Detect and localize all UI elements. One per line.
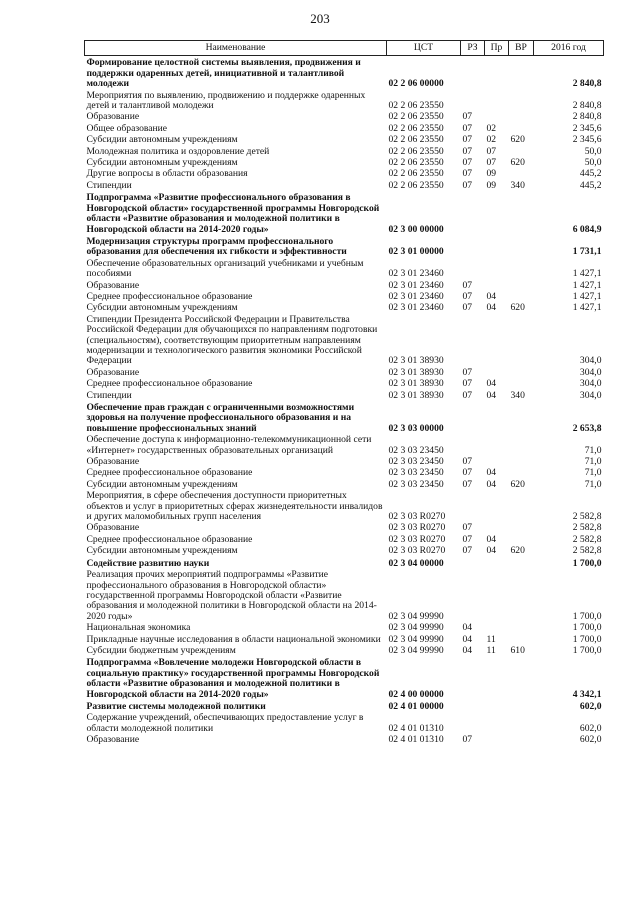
cell-cst: 02 2 06 00000 bbox=[388, 78, 444, 90]
cell-cst: 02 3 01 23460 bbox=[388, 279, 444, 291]
cell-vr bbox=[509, 90, 534, 112]
cell-name: Субсидии автономным учреждениям bbox=[86, 545, 238, 557]
cell-amount: 304,0 bbox=[579, 378, 602, 390]
cell-name: Среднее профессиональное образование bbox=[86, 290, 253, 302]
cell-amount: 1 731,1 bbox=[572, 246, 602, 258]
cell-cst: 02 3 04 99990 bbox=[388, 610, 444, 622]
cell-name: Субсидии автономным учреждениям bbox=[86, 478, 238, 490]
cell-vr bbox=[509, 56, 534, 90]
cell-rz: 07 bbox=[462, 157, 473, 169]
cell-amount: 304,0 bbox=[579, 389, 602, 401]
cell-vr bbox=[509, 314, 534, 367]
cell-name: Стипендии bbox=[86, 179, 132, 191]
cell-vr bbox=[509, 146, 534, 157]
cell-rz: 07 bbox=[462, 389, 473, 401]
header-rz: РЗ bbox=[461, 41, 485, 56]
table-header bbox=[85, 41, 604, 56]
table-row bbox=[85, 134, 604, 145]
cell-pr bbox=[485, 56, 509, 90]
cell-amount: 4 342,1 bbox=[572, 688, 602, 700]
cell-rz: 07 bbox=[462, 467, 473, 479]
cell-cst: 02 3 03 R0270 bbox=[388, 511, 446, 523]
cell-rz bbox=[461, 712, 485, 734]
table-row bbox=[85, 656, 604, 700]
cell-rz: 07 bbox=[462, 302, 473, 314]
cell-cst: 02 3 03 23450 bbox=[388, 478, 444, 490]
cell-name: Подпрограмма «Вовлечение молодежи Новгородской области в социальную практику» государственной программы Новгородской области «Развитие образования и молодежной политики в Новгородской области на 2014-2020 годы» bbox=[86, 657, 380, 700]
cell-vr: 620 bbox=[510, 134, 525, 146]
table-row bbox=[85, 314, 604, 367]
cell-cst: 02 3 03 00000 bbox=[388, 422, 444, 434]
cell-cst: 02 3 04 00000 bbox=[388, 557, 444, 569]
header-cst: ЦСТ bbox=[387, 41, 461, 56]
cell-name: Содержание учреждений, обеспечивающих предоставление услуг в области молодежной политики bbox=[86, 712, 364, 734]
cell-name: Образование bbox=[86, 366, 140, 378]
cell-pr bbox=[485, 401, 509, 434]
cell-name: Национальная экономика bbox=[86, 622, 191, 634]
cell-amount: 1 700,0 bbox=[572, 644, 602, 656]
cell-vr bbox=[509, 280, 534, 291]
cell-vr bbox=[509, 367, 534, 378]
table-row bbox=[85, 258, 604, 280]
cell-rz: 07 bbox=[462, 533, 473, 545]
cell-pr bbox=[485, 280, 509, 291]
cell-pr: 09 bbox=[486, 168, 497, 180]
cell-amount: 2 840,8 bbox=[572, 78, 602, 90]
table-row bbox=[85, 712, 604, 734]
cell-amount: 71,0 bbox=[584, 456, 602, 468]
cell-pr bbox=[485, 734, 509, 745]
cell-amount: 445,2 bbox=[579, 168, 602, 180]
cell-amount: 602,0 bbox=[579, 734, 602, 746]
cell-rz: 07 bbox=[462, 478, 473, 490]
cell-vr bbox=[509, 168, 534, 179]
cell-name: Обеспечение доступа к информационно-телекоммуникационной сети «Интернет» государственных образовательных организаций bbox=[86, 434, 372, 456]
cell-rz bbox=[461, 56, 485, 90]
cell-name: Развитие системы молодежной политики bbox=[86, 700, 266, 712]
cell-rz bbox=[461, 90, 485, 112]
cell-vr bbox=[509, 378, 534, 389]
cell-amount: 71,0 bbox=[584, 444, 602, 456]
cell-amount: 602,0 bbox=[579, 722, 602, 734]
table-row bbox=[85, 401, 604, 434]
cell-pr bbox=[485, 622, 509, 633]
table-row bbox=[85, 302, 604, 313]
cell-cst: 02 3 01 38930 bbox=[388, 378, 444, 390]
cell-vr bbox=[509, 434, 534, 456]
cell-cst: 02 3 01 38930 bbox=[388, 389, 444, 401]
cell-name: Содействие развитию науки bbox=[86, 557, 210, 569]
cell-name: Общее образование bbox=[86, 122, 168, 134]
cell-cst: 02 2 06 23550 bbox=[388, 157, 444, 169]
cell-pr: 04 bbox=[486, 533, 497, 545]
cell-vr bbox=[509, 191, 534, 235]
cell-name: Стипендии bbox=[86, 389, 132, 401]
table-row bbox=[85, 557, 604, 569]
table-row bbox=[85, 479, 604, 490]
cell-rz bbox=[461, 700, 485, 712]
table-row bbox=[85, 545, 604, 556]
page-number: 203 bbox=[310, 11, 330, 26]
cell-rz: 07 bbox=[462, 734, 473, 746]
cell-pr: 04 bbox=[486, 467, 497, 479]
cell-rz: 07 bbox=[462, 179, 473, 191]
table-row bbox=[85, 280, 604, 291]
cell-pr: 02 bbox=[486, 122, 497, 134]
cell-rz bbox=[461, 191, 485, 235]
cell-vr: 610 bbox=[510, 644, 525, 656]
cell-rz: 07 bbox=[462, 145, 473, 157]
cell-name: Субсидии автономным учреждениям bbox=[86, 302, 238, 314]
cell-vr bbox=[509, 734, 534, 745]
table-row bbox=[85, 123, 604, 134]
cell-pr: 09 bbox=[486, 179, 497, 191]
cell-cst: 02 3 03 23450 bbox=[388, 456, 444, 468]
cell-amount: 50,0 bbox=[584, 145, 602, 157]
table-row bbox=[85, 734, 604, 745]
cell-cst: 02 4 00 00000 bbox=[388, 688, 444, 700]
cell-cst: 02 3 01 00000 bbox=[388, 246, 444, 258]
cell-name: Субсидии бюджетным учреждениям bbox=[86, 644, 236, 656]
cell-cst: 02 2 06 23550 bbox=[388, 168, 444, 180]
header-row bbox=[85, 41, 604, 56]
table-row bbox=[85, 180, 604, 191]
header-year: 2016 год bbox=[534, 41, 604, 56]
cell-cst: 02 2 06 23550 bbox=[388, 100, 444, 112]
cell-amount: 50,0 bbox=[584, 157, 602, 169]
cell-name: Образование bbox=[86, 734, 140, 746]
cell-pr: 04 bbox=[486, 545, 497, 557]
cell-rz: 07 bbox=[462, 111, 473, 123]
table-row bbox=[85, 56, 604, 90]
cell-amount: 1 427,1 bbox=[572, 279, 602, 291]
cell-rz: 04 bbox=[462, 633, 473, 645]
cell-rz: 07 bbox=[462, 290, 473, 302]
header-name: Наименование bbox=[85, 41, 387, 56]
cell-amount: 1 427,1 bbox=[572, 302, 602, 314]
table-row bbox=[85, 291, 604, 302]
table-row bbox=[85, 235, 604, 258]
table-row bbox=[85, 569, 604, 622]
table-row bbox=[85, 634, 604, 645]
cell-amount: 2 345,6 bbox=[572, 134, 602, 146]
cell-name: Мероприятия по выявлению, продвижению и поддержке одаренных детей и талантливой молодежи bbox=[86, 89, 366, 112]
cell-cst: 02 3 03 23450 bbox=[388, 444, 444, 456]
cell-rz: 04 bbox=[462, 644, 473, 656]
cell-pr: 11 bbox=[486, 633, 496, 645]
cell-cst: 02 3 04 99990 bbox=[388, 622, 444, 634]
cell-cst: 02 3 01 23460 bbox=[388, 268, 444, 280]
cell-rz: 07 bbox=[462, 545, 473, 557]
cell-rz bbox=[461, 434, 485, 456]
cell-pr bbox=[485, 314, 509, 367]
cell-name: Обеспечение прав граждан с ограниченными возможностями здоровья на получение профессионального образования и на повышение профессиональных знаний bbox=[86, 402, 355, 434]
cell-rz bbox=[461, 490, 485, 522]
cell-cst: 02 3 03 R0270 bbox=[388, 533, 446, 545]
cell-amount: 1 700,0 bbox=[572, 622, 602, 634]
cell-vr bbox=[509, 569, 534, 622]
cell-rz: 04 bbox=[462, 622, 473, 634]
cell-pr bbox=[485, 522, 509, 533]
cell-vr bbox=[509, 111, 534, 122]
cell-pr bbox=[485, 490, 509, 522]
cell-vr bbox=[509, 712, 534, 734]
cell-amount: 304,0 bbox=[579, 355, 602, 367]
cell-cst: 02 3 01 23460 bbox=[388, 302, 444, 314]
cell-rz: 07 bbox=[462, 134, 473, 146]
cell-name: Образование bbox=[86, 456, 140, 468]
cell-pr bbox=[485, 111, 509, 122]
cell-cst: 02 3 03 R0270 bbox=[388, 522, 446, 534]
cell-vr bbox=[509, 490, 534, 522]
table-row bbox=[85, 645, 604, 656]
cell-amount: 304,0 bbox=[579, 366, 602, 378]
cell-amount: 2 653,8 bbox=[572, 422, 602, 434]
cell-name: Стипендии Президента Российской Федерации и Правительства Российской Федерации для обучающихся по направлениям подготовки (специальностям), соответствующим приоритетным направлениям модернизации и технологического развития экономики Российской Федерации bbox=[86, 313, 378, 367]
cell-cst: 02 2 06 23550 bbox=[388, 134, 444, 146]
cell-rz: 07 bbox=[462, 279, 473, 291]
cell-pr bbox=[485, 235, 509, 258]
cell-cst: 02 3 03 23450 bbox=[388, 467, 444, 479]
cell-vr bbox=[509, 622, 534, 633]
cell-rz: 07 bbox=[462, 168, 473, 180]
cell-vr: 620 bbox=[510, 157, 525, 169]
cell-vr: 340 bbox=[510, 179, 525, 191]
cell-amount: 2 840,8 bbox=[572, 111, 602, 123]
cell-pr: 04 bbox=[486, 478, 497, 490]
cell-name: Среднее профессиональное образование bbox=[86, 533, 253, 545]
cell-amount: 2 582,8 bbox=[572, 533, 602, 545]
cell-name: Образование bbox=[86, 111, 140, 123]
cell-amount: 1 427,1 bbox=[572, 268, 602, 280]
cell-rz: 07 bbox=[462, 522, 473, 534]
cell-vr bbox=[509, 258, 534, 280]
cell-vr bbox=[509, 656, 534, 700]
cell-cst: 02 3 01 38930 bbox=[388, 366, 444, 378]
table-row bbox=[85, 168, 604, 179]
cell-rz: 07 bbox=[462, 456, 473, 468]
cell-vr bbox=[509, 467, 534, 478]
cell-rz bbox=[461, 569, 485, 622]
cell-amount: 1 700,0 bbox=[572, 610, 602, 622]
cell-pr bbox=[485, 90, 509, 112]
cell-rz: 07 bbox=[462, 122, 473, 134]
cell-pr: 07 bbox=[486, 145, 497, 157]
header-vr: ВР bbox=[509, 41, 534, 56]
cell-amount: 6 084,9 bbox=[572, 223, 602, 235]
cell-pr bbox=[485, 712, 509, 734]
cell-pr: 04 bbox=[486, 389, 497, 401]
cell-vr bbox=[509, 123, 534, 134]
table-row bbox=[85, 157, 604, 168]
cell-rz: 07 bbox=[462, 366, 473, 378]
cell-name: Образование bbox=[86, 279, 140, 291]
cell-name: Другие вопросы в области образования bbox=[86, 168, 248, 180]
cell-name: Формирование целостной системы выявления, продвижения и поддержки одаренных детей, инициативной и талантливой молодежи bbox=[86, 57, 361, 90]
cell-vr bbox=[509, 291, 534, 302]
table-row bbox=[85, 390, 604, 401]
table-body bbox=[85, 56, 604, 746]
cell-name: Прикладные научные исследования в области национальной экономики bbox=[86, 633, 381, 645]
cell-name: Субсидии автономным учреждениям bbox=[86, 134, 238, 146]
cell-rz bbox=[461, 656, 485, 700]
cell-pr: 04 bbox=[486, 378, 497, 390]
cell-pr: 02 bbox=[486, 134, 497, 146]
cell-vr bbox=[509, 700, 534, 712]
cell-rz bbox=[461, 401, 485, 434]
cell-name: Молодежная политика и оздоровление детей bbox=[86, 145, 270, 157]
cell-name: Модернизация структуры программ профессионального образования для обеспечения их гибкости и эффективности bbox=[86, 235, 347, 258]
cell-amount: 2 840,8 bbox=[572, 100, 602, 112]
cell-cst: 02 3 00 00000 bbox=[388, 223, 444, 235]
cell-vr bbox=[509, 634, 534, 645]
cell-name: Среднее профессиональное образование bbox=[86, 467, 253, 479]
cell-vr: 340 bbox=[510, 389, 525, 401]
cell-vr: 620 bbox=[510, 478, 525, 490]
cell-cst: 02 2 06 23550 bbox=[388, 122, 444, 134]
cell-cst: 02 3 04 99990 bbox=[388, 633, 444, 645]
cell-name: Субсидии автономным учреждениям bbox=[86, 157, 238, 169]
table-row bbox=[85, 456, 604, 467]
cell-amount: 71,0 bbox=[584, 478, 602, 490]
cell-amount: 71,0 bbox=[584, 467, 602, 479]
cell-pr bbox=[485, 258, 509, 280]
cell-cst: 02 4 01 01310 bbox=[388, 722, 444, 734]
cell-name: Образование bbox=[86, 522, 140, 534]
cell-rz bbox=[461, 235, 485, 258]
cell-pr bbox=[485, 191, 509, 235]
cell-cst: 02 2 06 23550 bbox=[388, 111, 444, 123]
table-row bbox=[85, 700, 604, 712]
cell-cst: 02 3 04 99990 bbox=[388, 644, 444, 656]
cell-vr: 620 bbox=[510, 545, 525, 557]
cell-cst: 02 3 01 38930 bbox=[388, 355, 444, 367]
cell-vr bbox=[509, 534, 534, 545]
table-row bbox=[85, 467, 604, 478]
table-row bbox=[85, 146, 604, 157]
cell-cst: 02 3 01 23460 bbox=[388, 290, 444, 302]
cell-vr: 620 bbox=[510, 302, 525, 314]
cell-amount: 445,2 bbox=[579, 179, 602, 191]
cell-vr bbox=[509, 522, 534, 533]
cell-pr bbox=[485, 367, 509, 378]
budget-table bbox=[84, 40, 604, 746]
table-row bbox=[85, 378, 604, 389]
cell-pr: 04 bbox=[486, 290, 497, 302]
header-pr: Пр bbox=[485, 41, 509, 56]
cell-cst: 02 4 01 00000 bbox=[388, 700, 444, 712]
cell-cst: 02 2 06 23550 bbox=[388, 179, 444, 191]
cell-cst: 02 4 01 01310 bbox=[388, 734, 444, 746]
cell-vr bbox=[509, 235, 534, 258]
cell-amount: 1 700,0 bbox=[572, 557, 602, 569]
cell-cst: 02 2 06 23550 bbox=[388, 145, 444, 157]
table-row bbox=[85, 191, 604, 235]
table-row bbox=[85, 622, 604, 633]
table-row bbox=[85, 522, 604, 533]
cell-name: Обеспечение образовательных организаций учебниками и учебным пособиями bbox=[86, 257, 364, 280]
table-row bbox=[85, 111, 604, 122]
table-row bbox=[85, 490, 604, 522]
cell-pr: 07 bbox=[486, 157, 497, 169]
cell-pr bbox=[485, 557, 509, 569]
cell-pr bbox=[485, 656, 509, 700]
cell-amount: 2 582,8 bbox=[572, 522, 602, 534]
cell-name: Реализация прочих мероприятий подпрограммы «Развитие профессионального образования в Новгородской области» государственной программы Новгородской области «Развитие образования и молодежной политики в Новгородской области на 2014-2020 годы» bbox=[86, 569, 377, 622]
cell-amount: 1 427,1 bbox=[572, 290, 602, 302]
cell-name: Мероприятия, в сфере обеспечения доступности приоритетных объектов и услуг в приоритетных сферах жизнедеятельности инвалидов и других маломобильных групп населения bbox=[86, 490, 383, 523]
cell-pr: 04 bbox=[486, 302, 497, 314]
table-row bbox=[85, 367, 604, 378]
cell-amount: 2 582,8 bbox=[572, 545, 602, 557]
table-row bbox=[85, 90, 604, 112]
cell-pr: 11 bbox=[486, 644, 496, 656]
cell-vr bbox=[509, 401, 534, 434]
cell-pr bbox=[485, 569, 509, 622]
cell-vr bbox=[509, 456, 534, 467]
cell-name: Среднее профессиональное образование bbox=[86, 378, 253, 390]
cell-rz: 07 bbox=[462, 378, 473, 390]
cell-cst: 02 3 03 R0270 bbox=[388, 545, 446, 557]
table-row bbox=[85, 534, 604, 545]
cell-name: Подпрограмма «Развитие профессионального образования в Новгородской области» государственной программы Новгородской области «Развитие образования и молодежной политики в Новгородской области на 2014-2020 годы» bbox=[86, 192, 380, 235]
cell-amount: 2 345,6 bbox=[572, 122, 602, 134]
cell-pr bbox=[485, 700, 509, 712]
cell-amount: 602,0 bbox=[579, 700, 602, 712]
cell-vr bbox=[509, 557, 534, 569]
cell-amount: 1 700,0 bbox=[572, 633, 602, 645]
table-row bbox=[85, 434, 604, 456]
cell-amount: 2 582,8 bbox=[572, 511, 602, 523]
cell-rz bbox=[461, 314, 485, 367]
cell-rz bbox=[461, 557, 485, 569]
cell-pr bbox=[485, 456, 509, 467]
cell-pr bbox=[485, 434, 509, 456]
cell-rz bbox=[461, 258, 485, 280]
